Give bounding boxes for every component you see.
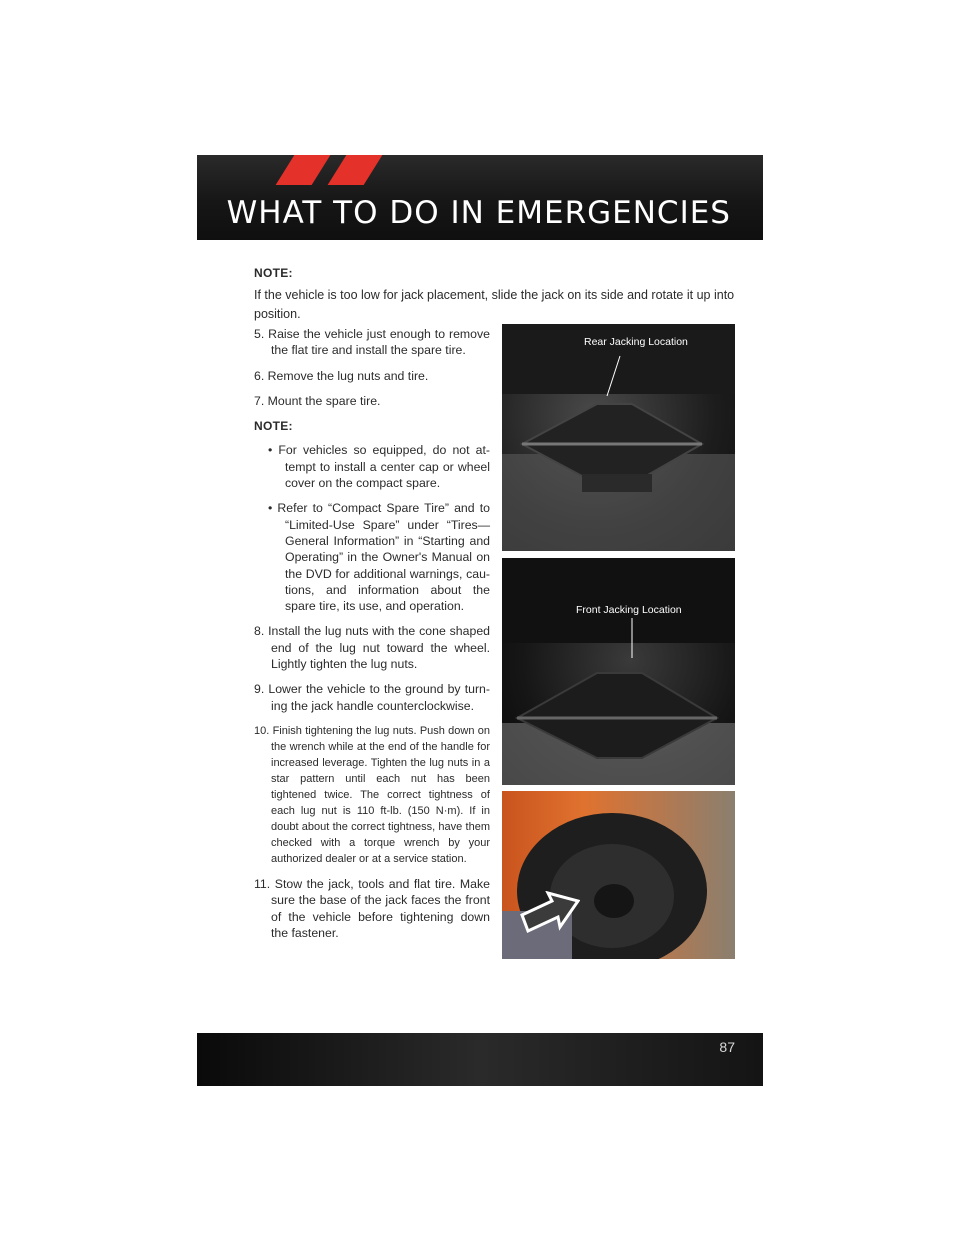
note-text: If the vehicle is too low for jack placement, slide the jack on its side and rotate it up into position.: [254, 288, 735, 321]
note-label: NOTE:: [254, 419, 293, 434]
arrow-right-icon: [520, 891, 580, 935]
red-stripe-icon: [276, 155, 331, 185]
step-5: 5. Raise the vehicle just enough to remove the flat tire and install the spare tire.: [254, 327, 490, 358]
step-7: 7. Mount the spare tire.: [254, 393, 381, 408]
front-jacking-photo: [502, 558, 735, 785]
step-8: 8. Install the lug nuts with the cone shaped end of the lug nut toward the wheel. Lightly tighten the lug nuts.: [254, 624, 490, 672]
rear-jack-illustration: [502, 324, 735, 551]
step-9: 9. Lower the vehicle to the ground by turn-ing the jack handle counterclockwise.: [254, 682, 490, 713]
rear-jacking-photo: [502, 324, 735, 551]
note-bullet: • Refer to “Compact Spare Tire” and to “Limited-Use Spare” under “Tires—General Information” in “Starting and Operating” in the Owner's Manual on the DVD for additional warnings, cau-tions, and information about the spare tire, its use, and operation.: [268, 501, 490, 614]
step-6: 6. Remove the lug nuts and tire.: [254, 368, 429, 383]
instructions-column: [254, 326, 490, 950]
rear-jacking-label: Rear Jacking Location: [584, 336, 688, 348]
intro-note: [254, 266, 740, 324]
note-bullet: • For vehicles so equipped, do not at-tempt to install a center cap or wheel cover on the compact spare.: [268, 443, 490, 491]
section-title: WHAT TO DO IN EMERGENCIES: [226, 195, 731, 231]
red-stripe-icon: [328, 155, 383, 185]
step-10: 10. Finish tightening the lug nuts. Push down on the wrench while at the end of the handle for increased leverage. Tighten the lug nuts in a star pattern until each nut has been tightened twice. The correct tightness of each lug nut is 110 ft-lb. (150 N·m). If in doubt about the correct tightness, have them checked with a torque wrench by your authorized dealer or at a service station.: [254, 724, 490, 865]
step-11: 11. Stow the jack, tools and flat tire. Make sure the base of the jack faces the front of the vehicle before tightening down the fastener.: [254, 876, 490, 940]
section-header-band: [197, 155, 763, 240]
page-number: 87: [719, 1039, 735, 1055]
note-label: NOTE:: [254, 266, 293, 280]
footer-band: [197, 1033, 763, 1086]
front-jack-illustration: [502, 558, 735, 785]
front-jacking-label: Front Jacking Location: [576, 604, 682, 616]
spare-tire-photo: [502, 791, 735, 959]
